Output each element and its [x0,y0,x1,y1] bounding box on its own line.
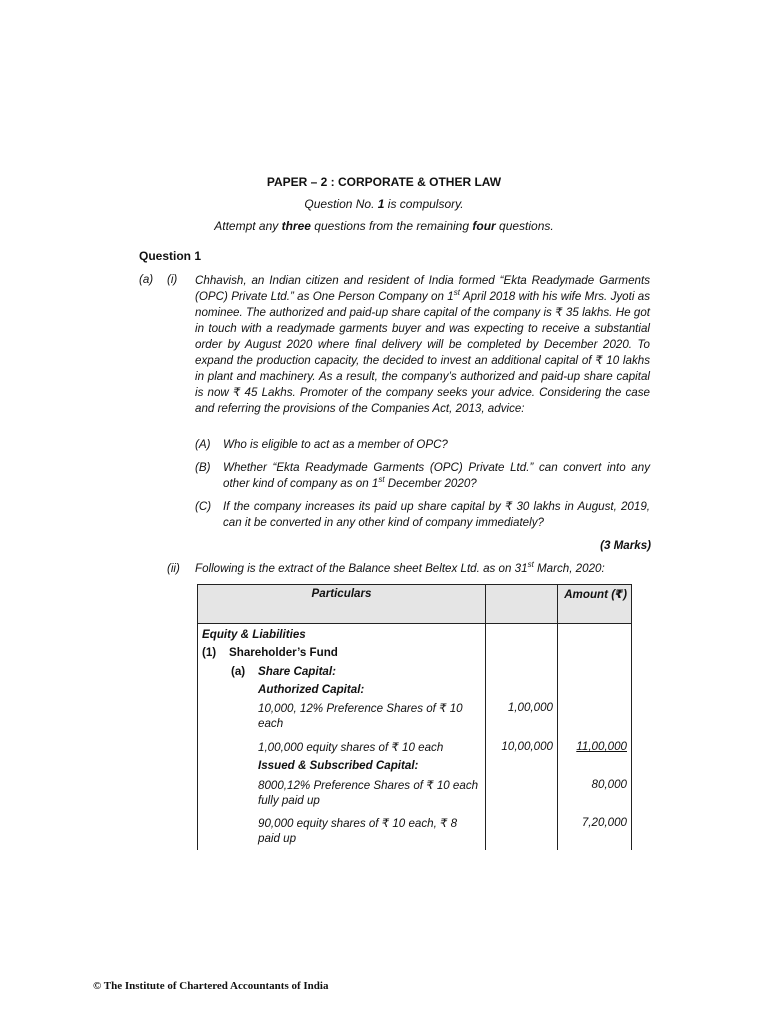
sub-question-text: If the company increases its paid up share capital by ₹ 30 lakhs in August, 2019, can it be converted in any other kind of company immediately? [223,500,650,529]
table-row [198,680,632,698]
sub-question-c [195,499,650,531]
paper-title: PAPER – 2 : CORPORATE & OTHER LAW [266,175,502,189]
shareholders-fund-heading: Shareholder’s Fund [229,645,338,659]
sub-question-letter: (B) [195,461,211,474]
row-sub-amount: 1,00,000 [486,697,558,735]
authorized-capital-heading: Authorized Capital: [258,682,365,696]
row-particular: 10,000, 12% Preference Shares of ₹ 10 each [198,697,486,735]
table-row [198,624,632,643]
marks-label: (3 Marks) [600,539,651,552]
sub-question-letter: (A) [195,438,211,451]
header-blank [486,585,558,624]
table-row [198,661,632,680]
table-row [198,812,632,850]
sub-question-text: Who is eligible to act as a member of OPC? [223,438,448,451]
row-total-amount: 80,000 [558,774,632,812]
sub-question-a [195,437,650,453]
table-row [198,774,632,812]
balance-sheet-intro: Following is the extract of the Balance sheet Beltex Ltd. as on 31st March, 2020: [195,560,605,575]
table-header-row [198,585,632,624]
part-a-label: (a) [139,273,154,286]
table-row [198,643,632,661]
row-number: (a) [231,664,246,678]
issued-capital-heading: Issued & Subscribed Capital: [258,759,419,773]
share-capital-heading: Share Capital: [258,664,336,678]
table-row [198,756,632,774]
equity-liabilities-heading: Equity & Liabilities [202,628,306,641]
row-total-amount: 7,20,000 [558,812,632,850]
copyright-footer: © The Institute of Chartered Accountants of India [93,980,329,992]
row-particular: 1,00,000 equity shares of ₹ 10 each [198,735,486,756]
row-particular: 90,000 equity shares of ₹ 10 each, ₹ 8 paid up [198,812,486,850]
table-row [198,735,632,756]
sub-question-text: Whether “Ekta Readymade Garments (OPC) Private Ltd.” can convert into any other kind of company as on 1st December 2020? [223,461,650,490]
question-heading: Question 1 [139,249,202,263]
row-number: (1) [202,645,217,659]
sub-question-b [195,460,650,492]
row-particular: 8000,12% Preference Shares of ₹ 10 each fully paid up [198,774,486,812]
row-total-amount: 11,00,000 [576,740,627,754]
compulsory-note: Question No. 1 is compulsory. [304,197,464,211]
table-row [198,697,632,735]
sub-question-letter: (C) [195,500,212,513]
sub-i-label: (i) [167,273,178,286]
question-paragraph: Chhavish, an Indian citizen and resident of India formed “Ekta Readymade Garments (OPC) Private Ltd.” as One Person Company on 1st April 2018 with his wife Mrs. Jyoti as nominee. The authorized and paid-up share capital of the company is ₹ 35 lakhs. He got in touch with a readymade garments buyer and was expecting to receive a substantial order by August 2020 where final delivery will be completed by December 2020. To expand the production capacity, the decided to invest an additional capital of ₹ 10 lakhs in plant and machinery. As a result, the company’s authorized and paid-up share capital is now ₹ 45 Lakhs. Promoter of the company seeks your advice. Considering the case and referring the provisions of the Companies Act, 2013, advice: [195,274,650,415]
header-particulars: Particulars [198,585,486,624]
row-sub-amount: 10,00,000 [486,735,558,756]
sub-ii-label: (ii) [167,562,180,575]
attempt-note: Attempt any three questions from the remaining four questions. [214,219,554,233]
balance-sheet-table [197,584,632,850]
header-amount: Amount (₹) [558,585,632,624]
